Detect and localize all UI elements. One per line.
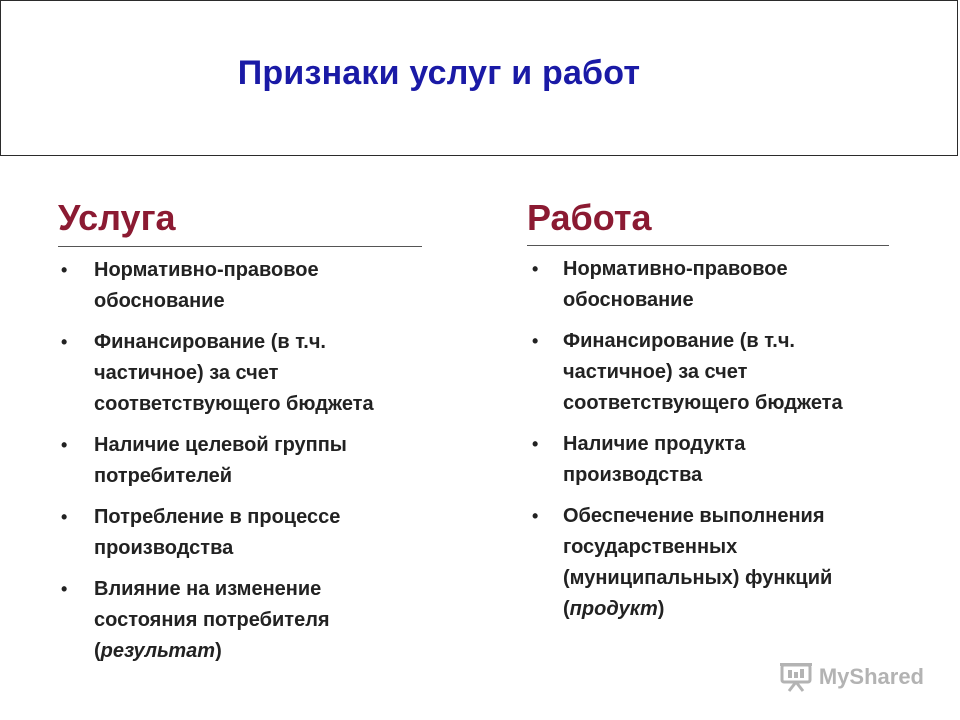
list-item <box>58 574 422 667</box>
bullet-icon: • <box>532 331 539 351</box>
list-item <box>527 254 889 316</box>
list-item-text: Потребление в процессе производства <box>94 506 341 559</box>
column-service <box>58 196 422 677</box>
list-item <box>58 430 422 492</box>
list-item-text-close: ) <box>215 640 222 662</box>
bullet-icon: • <box>61 260 68 280</box>
slide-title-box <box>0 0 958 156</box>
work-features-list <box>527 254 889 625</box>
heading-divider <box>527 245 889 246</box>
service-features-list <box>58 255 422 667</box>
list-item-text: Наличие продукта производства <box>563 433 746 486</box>
list-item-text: Нормативно-правовое обоснование <box>563 258 788 311</box>
list-item <box>527 501 889 625</box>
watermark-text: MyShared <box>818 664 924 689</box>
column-work <box>527 196 889 635</box>
list-item <box>58 502 422 564</box>
list-item <box>527 429 889 491</box>
list-item <box>58 327 422 420</box>
bullet-icon: • <box>532 259 539 279</box>
column-heading-service: Услуга <box>58 197 176 238</box>
list-item-italic: продукт <box>569 598 658 620</box>
bullet-icon: • <box>532 506 539 526</box>
list-item-text <box>94 578 330 662</box>
column-heading-work: Работа <box>527 197 652 238</box>
list-item-text: Нормативно-правовое обоснование <box>94 259 319 312</box>
bullet-icon: • <box>61 332 68 352</box>
presentation-board-icon <box>779 662 813 692</box>
list-item-text: Финансирование (в т.ч. частичное) за счет соответствующего бюджета <box>94 331 374 415</box>
list-item-text-close: ) <box>657 598 665 620</box>
list-item-text <box>563 505 832 620</box>
list-item-text-main: Обеспечение выполнения государственных (муниципальных) функций ( <box>563 505 833 620</box>
list-item-italic: результат <box>100 640 216 662</box>
heading-divider <box>58 246 422 247</box>
bullet-icon: • <box>61 435 68 455</box>
bullet-icon: • <box>532 434 539 454</box>
list-item-text: Финансирование (в т.ч. частичное) за счет соответствующего бюджета <box>563 330 843 414</box>
bullet-icon: • <box>61 579 68 599</box>
list-item <box>58 255 422 317</box>
watermark <box>779 662 924 692</box>
list-item-text: Наличие целевой группы потребителей <box>94 434 347 487</box>
bullet-icon: • <box>61 507 68 527</box>
list-item <box>527 326 889 419</box>
list-item-text-main: Влияние на изменение состояния потребителя ( <box>94 578 330 662</box>
slide-title: Признаки услуг и работ <box>237 53 641 92</box>
